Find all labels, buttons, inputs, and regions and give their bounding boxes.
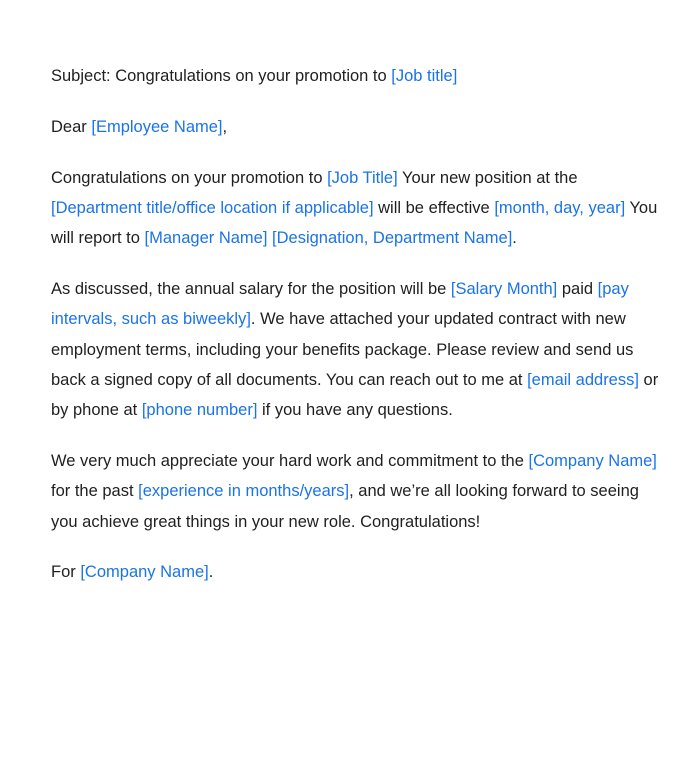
text-segment: . We have attached your updated contract with new employment terms, including your benefits package. Please review and send us back a signed copy of all documents. You can reach out to me at	[51, 310, 634, 389]
closing-text: For	[51, 563, 81, 582]
phone-placeholder: [phone number]	[141, 401, 258, 420]
email-placeholder: [email address]	[527, 370, 639, 389]
closing-punctuation: .	[208, 563, 214, 582]
text-segment: , and we’re all looking forward to seeing you achieve great things in your new role. Congratulations!	[51, 482, 639, 531]
text-segment: You will report to	[51, 198, 658, 248]
text-segment: paid	[557, 279, 598, 298]
subject-text: Subject: Congratulations on your promotion to	[51, 67, 392, 85]
text-segment: for the past	[51, 482, 139, 501]
greeting-text: Dear	[51, 117, 92, 136]
text-segment: Your new position at the	[397, 168, 578, 187]
closing-line	[51, 557, 660, 587]
department-placeholder: [Department title/office location if applicable]	[51, 198, 374, 217]
job-title-placeholder: [Job title]	[391, 67, 458, 85]
manager-placeholder: [Manager Name]	[144, 229, 268, 248]
paragraph-appreciation	[51, 446, 660, 537]
greeting-punctuation: ,	[222, 117, 228, 136]
date-placeholder: [month, day, year]	[494, 198, 626, 217]
pay-intervals-placeholder: [pay intervals, such as biweekly]	[51, 279, 629, 329]
text-segment: As discussed, the annual salary for the position will be	[51, 279, 451, 298]
company-name-placeholder: [Company Name]	[80, 563, 209, 582]
designation-placeholder: [Designation, Department Name]	[272, 229, 513, 248]
text-segment: or by phone at	[51, 370, 659, 420]
paragraph-salary	[51, 274, 660, 425]
experience-placeholder: [experience in months/years]	[138, 482, 350, 501]
employee-name-placeholder: [Employee Name]	[91, 117, 223, 136]
text-segment: if you have any questions.	[257, 401, 453, 420]
text-segment: .	[512, 229, 517, 248]
text-segment: We very much appreciate your hard work and commitment to the	[51, 451, 529, 470]
paragraph-position	[51, 163, 660, 254]
text-segment: will be effective	[373, 198, 495, 217]
job-title-placeholder: [Job Title]	[327, 168, 398, 187]
company-name-placeholder: [Company Name]	[528, 451, 657, 470]
salary-placeholder: [Salary Month]	[450, 279, 558, 298]
text-segment: Congratulations on your promotion to	[51, 168, 328, 187]
subject-line	[51, 61, 660, 91]
greeting-line	[51, 112, 660, 142]
